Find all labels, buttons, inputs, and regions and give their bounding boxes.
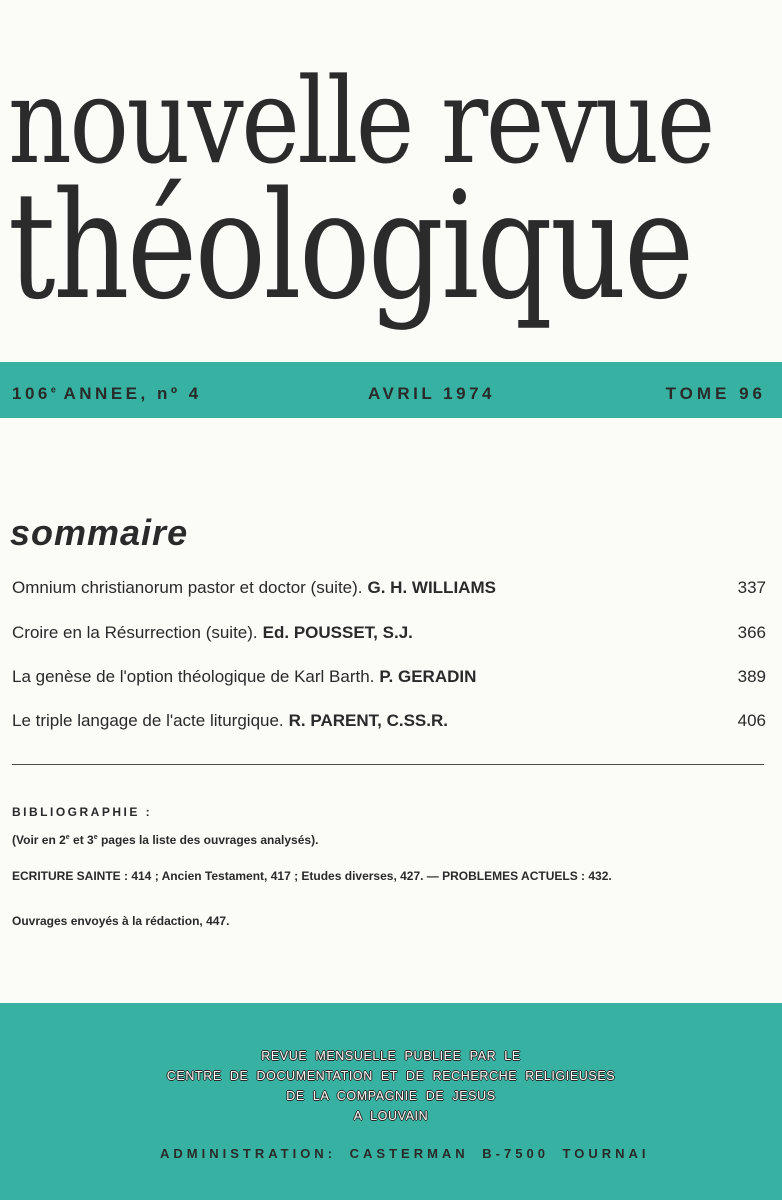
bibliography-note: (Voir en 2e et 3e pages la liste des ouvrages analysés). xyxy=(12,833,319,847)
publisher-line: REVUE MENSUELLE PUBLIEE PAR LE xyxy=(261,1049,521,1063)
toc-page-number: 406 xyxy=(737,711,766,730)
toc-entry: Omnium christianorum pastor et doctor (suite). G. H. WILLIAMS 337 xyxy=(12,578,766,597)
bibliography-heading: BIBLIOGRAPHIE : xyxy=(12,805,153,819)
publisher-line: A LOUVAIN xyxy=(353,1109,429,1123)
toc-page-number: 366 xyxy=(737,623,766,642)
issue-date: AVRIL 1974 xyxy=(368,384,495,403)
issue-year-number: 106e ANNEE, nº 4 xyxy=(12,384,202,403)
toc-page-number: 337 xyxy=(737,578,766,597)
toc-entry: Croire en la Résurrection (suite). Ed. POUSSET, S.J. 366 xyxy=(12,623,766,642)
issue-volume: TOME 96 xyxy=(665,384,766,403)
journal-title-line-1: nouvelle revue xyxy=(8,52,713,190)
bibliography-received: Ouvrages envoyés à la rédaction, 447. xyxy=(12,914,230,928)
bibliography-sections: ECRITURE SAINTE : 414 ; Ancien Testament, 417 ; Etudes diverses, 427. — PROBLEMES ACTUELS : 432. xyxy=(12,869,612,883)
toc-entry: Le triple langage de l'acte liturgique. R. PARENT, C.SS.R. 406 xyxy=(12,711,766,730)
divider xyxy=(12,764,764,765)
toc-page-number: 389 xyxy=(737,667,766,686)
contents-heading: sommaire xyxy=(10,512,189,553)
publisher-line: DE LA COMPAGNIE DE JESUS xyxy=(286,1089,496,1103)
journal-title-line-2: théologique xyxy=(8,160,692,332)
publisher-line: CENTRE DE DOCUMENTATION ET DE RECHERCHE RELIGIEUSES xyxy=(166,1069,616,1083)
issue-info-band xyxy=(0,362,782,418)
toc-entry: La genèse de l'option théologique de Karl Barth. P. GERADIN 389 xyxy=(12,667,766,686)
administration-address: ADMINISTRATION: CASTERMAN B-7500 TOURNAI xyxy=(160,1146,650,1161)
